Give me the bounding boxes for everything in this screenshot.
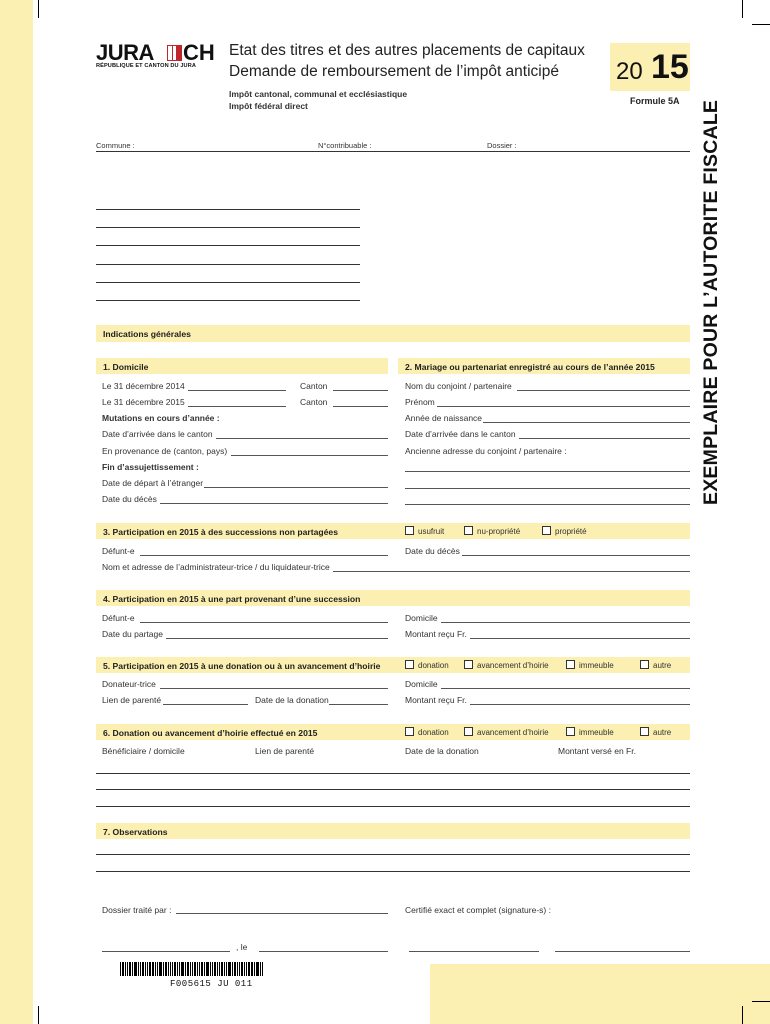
s5-domicile-label: Domicile xyxy=(405,679,438,689)
s5-autre-label: autre xyxy=(653,661,672,670)
barcode-bar xyxy=(244,962,245,976)
section-title-3: 3. Participation en 2015 à des successions non partagées xyxy=(103,527,338,537)
s5-montant-label: Montant reçu Fr. xyxy=(405,695,467,705)
s3-deces-label: Date du décès xyxy=(405,546,460,556)
s4-defunt-field[interactable] xyxy=(140,622,388,623)
barcode-bar xyxy=(181,962,184,976)
s3-admin-field[interactable] xyxy=(333,571,690,572)
s6-col-beneficiaire: Bénéficiaire / domicile xyxy=(102,746,185,756)
barcode-bar xyxy=(194,962,196,976)
s5-lien-label: Lien de parenté xyxy=(102,695,162,705)
checkbox-icon[interactable] xyxy=(405,526,414,535)
s4-montant-label: Montant reçu Fr. xyxy=(405,629,467,639)
s3-nu-propriete-checkbox[interactable] xyxy=(464,526,520,536)
s5-avancement-checkbox[interactable] xyxy=(464,660,549,670)
section-title-6: 6. Donation ou avancement d’hoirie effectué en 2015 xyxy=(103,728,318,738)
observations-line[interactable] xyxy=(96,871,690,872)
s4-montant-field[interactable] xyxy=(470,638,690,639)
dossier-traite-label: Dossier traité par : xyxy=(102,905,172,915)
barcode-bar xyxy=(224,962,225,976)
checkbox-icon[interactable] xyxy=(405,727,414,736)
s5-domicile-field[interactable] xyxy=(441,688,690,689)
signature-field-2[interactable] xyxy=(555,951,690,952)
s2-nom-field[interactable] xyxy=(517,390,690,391)
s3-defunt-field[interactable] xyxy=(140,555,388,556)
crop-mark xyxy=(752,1001,770,1002)
s3-nu-propriete-label: nu-propriété xyxy=(477,527,521,536)
top-fields-line[interactable] xyxy=(96,151,690,152)
barcode-bar xyxy=(129,962,131,976)
barcode-number: F005615 JU 011 xyxy=(170,979,253,989)
checkbox-icon[interactable] xyxy=(640,660,649,669)
s6-entry-line[interactable] xyxy=(96,773,690,774)
s5-donation-label: donation xyxy=(418,661,449,670)
barcode-bar xyxy=(177,962,178,976)
s3-propriete-label: propriété xyxy=(555,527,587,536)
barcode-bar xyxy=(138,962,139,976)
s5-date-label: Date de la donation xyxy=(255,695,329,705)
barcode-bar xyxy=(170,962,171,976)
logo-text-jura: JURA xyxy=(96,40,154,65)
s6-immeuble-label: immeuble xyxy=(579,728,614,737)
s6-col-montant: Montant versé en Fr. xyxy=(558,746,636,756)
s1-provenance-label: En provenance de (canton, pays) xyxy=(102,446,228,456)
barcode-bar xyxy=(140,962,141,976)
s2-arrivee-field[interactable] xyxy=(519,438,690,439)
address-line[interactable] xyxy=(96,264,360,265)
barcode-bar xyxy=(248,962,250,976)
barcode-bar xyxy=(192,962,193,976)
s1-arrivee-field[interactable] xyxy=(216,438,388,439)
s1-canton1-label: Canton xyxy=(300,381,328,391)
barcode-bar xyxy=(159,962,162,976)
date-field[interactable] xyxy=(259,951,388,952)
logo-text-ch: CH xyxy=(183,40,215,65)
barcode-bar xyxy=(199,962,200,976)
barcode-bar xyxy=(127,962,128,976)
s1-le2015-field[interactable] xyxy=(188,406,286,407)
barcode-bar xyxy=(228,962,231,976)
barcode-bar xyxy=(134,962,137,976)
section-band-7 xyxy=(96,823,690,839)
barcode-bar xyxy=(206,962,209,976)
s5-montant-field[interactable] xyxy=(470,704,690,705)
logo-subtitle: RÉPUBLIQUE ET CANTON DU JURA xyxy=(96,63,196,69)
section-title-7: 7. Observations xyxy=(103,827,168,837)
s4-domicile-field[interactable] xyxy=(441,622,690,623)
section-title-5: 5. Participation en 2015 à une donation ou à un avancement d’hoirie xyxy=(103,661,381,671)
dossier-traite-field[interactable] xyxy=(176,913,388,914)
barcode-bar xyxy=(179,962,180,976)
crop-mark xyxy=(38,0,39,18)
observations-line[interactable] xyxy=(96,854,690,855)
address-line[interactable] xyxy=(96,245,360,246)
s6-col-date: Date de la donation xyxy=(405,746,479,756)
s1-deces-field[interactable] xyxy=(160,503,388,504)
s5-immeuble-checkbox[interactable] xyxy=(566,660,614,670)
s3-deces-field[interactable] xyxy=(462,555,690,556)
place-field[interactable] xyxy=(102,951,230,952)
s5-autre-checkbox[interactable] xyxy=(640,660,671,670)
year-suffix: 15 xyxy=(651,48,689,86)
address-line[interactable] xyxy=(96,209,360,210)
tax-type-2: Impôt fédéral direct xyxy=(229,101,308,111)
s1-canton1-field[interactable] xyxy=(333,390,388,391)
section-title-1: 1. Domicile xyxy=(103,362,149,372)
barcode-bar xyxy=(256,962,259,976)
form-title-line1: Etat des titres et des autres placements de capitaux xyxy=(229,42,585,59)
s1-provenance-field[interactable] xyxy=(231,455,388,456)
s1-depart-label: Date de départ à l’étranger xyxy=(102,478,204,488)
barcode-bar xyxy=(142,962,144,976)
barcode-bar xyxy=(157,962,158,976)
crop-mark xyxy=(38,1006,39,1024)
s1-fin-label: Fin d’assujettissement : xyxy=(102,462,199,472)
s1-le2014-field[interactable] xyxy=(188,390,286,391)
address-line[interactable] xyxy=(96,300,360,301)
barcode-bar xyxy=(232,962,233,976)
barcode-bar xyxy=(125,962,126,976)
jura-flag-icon xyxy=(167,45,182,61)
s4-partage-field[interactable] xyxy=(166,638,388,639)
s3-admin-label: Nom et adresse de l’administrateur-trice / du liquidateur-trice xyxy=(102,562,330,572)
contribuable-label: N°contribuable : xyxy=(318,141,372,150)
copy-label-vertical: EXEMPLAIRE POUR L’AUTORITE FISCALE xyxy=(700,99,722,505)
s6-autre-label: autre xyxy=(653,728,672,737)
barcode-bar xyxy=(190,962,191,976)
s3-propriete-checkbox[interactable] xyxy=(542,526,587,536)
year-prefix: 20 xyxy=(616,58,643,85)
barcode-bar xyxy=(246,962,247,976)
checkbox-icon[interactable] xyxy=(405,660,414,669)
barcode-bar xyxy=(262,962,263,976)
s5-immeuble-label: immeuble xyxy=(579,661,614,670)
s6-donation-label: donation xyxy=(418,728,449,737)
checkbox-icon[interactable] xyxy=(640,727,649,736)
form-title-line2: Demande de remboursement de l’impôt anticipé xyxy=(229,63,559,80)
s4-defunt-label: Défunt-e xyxy=(102,613,135,623)
s6-entry-line[interactable] xyxy=(96,789,690,790)
barcode-bar xyxy=(155,962,156,976)
barcode-bar xyxy=(251,962,253,976)
barcode-bar xyxy=(241,962,243,976)
s6-donation-checkbox[interactable] xyxy=(405,727,449,737)
barcode-bar xyxy=(239,962,240,976)
s2-adresse-line[interactable] xyxy=(405,504,690,505)
s1-canton2-label: Canton xyxy=(300,397,328,407)
s1-le2014-label: Le 31 décembre 2014 xyxy=(102,381,185,391)
barcode-bar xyxy=(204,962,205,976)
yellow-corner-block xyxy=(430,964,770,1024)
barcode-bar xyxy=(221,962,223,976)
barcode-bar xyxy=(260,962,261,976)
s2-prenom-field[interactable] xyxy=(437,406,690,407)
s2-adresse-label: Ancienne adresse du conjoint / partenaire : xyxy=(405,446,567,456)
s2-annee-field[interactable] xyxy=(483,422,690,423)
s3-usufruit-checkbox[interactable] xyxy=(405,526,444,536)
s4-domicile-label: Domicile xyxy=(405,613,438,623)
certifie-label: Certifié exact et complet (signature-s) : xyxy=(405,905,551,915)
tax-type-1: Impôt cantonal, communal et ecclésiastique xyxy=(229,89,408,99)
s2-arrivee-label: Date d’arrivée dans le canton xyxy=(405,429,516,439)
crop-mark xyxy=(742,1006,743,1024)
barcode-bar xyxy=(122,962,124,976)
date-separator-label: , le xyxy=(236,942,248,952)
checkbox-icon[interactable] xyxy=(542,526,551,535)
commune-label: Commune : xyxy=(96,141,135,150)
s6-avancement-checkbox[interactable] xyxy=(464,727,549,737)
s1-arrivee-label: Date d’arrivée dans le canton xyxy=(102,429,213,439)
crop-mark xyxy=(752,24,770,25)
form-number: Formule 5A xyxy=(630,96,680,106)
barcode-bar xyxy=(212,962,213,976)
s1-deces-label: Date du décès xyxy=(102,494,157,504)
s2-adresse-line[interactable] xyxy=(405,488,690,489)
address-line[interactable] xyxy=(96,227,360,228)
barcode-bar xyxy=(174,962,176,976)
barcode-bar xyxy=(226,962,227,976)
barcode-bar xyxy=(217,962,218,976)
s1-depart-field[interactable] xyxy=(204,487,388,488)
s2-prenom-label: Prénom xyxy=(405,397,435,407)
s2-nom-label: Nom du conjoint / partenaire xyxy=(405,381,512,391)
barcode-bar xyxy=(163,962,164,976)
s5-date-field[interactable] xyxy=(329,704,388,705)
s3-defunt-label: Défunt-e xyxy=(102,546,135,556)
barcode-bar xyxy=(254,962,255,976)
s6-immeuble-checkbox[interactable] xyxy=(566,727,614,737)
checkbox-icon[interactable] xyxy=(464,526,473,535)
s5-avancement-label: avancement d’hoirie xyxy=(477,661,549,670)
s5-lien-field[interactable] xyxy=(163,704,248,705)
barcode-bar xyxy=(149,962,151,976)
s3-usufruit-label: usufruit xyxy=(418,527,445,536)
s5-donateur-field[interactable] xyxy=(160,688,388,689)
s2-annee-label: Année de naissance xyxy=(405,413,483,423)
barcode-bar xyxy=(147,962,148,976)
section-title-4: 4. Participation en 2015 à une part provenant d’une succession xyxy=(103,594,361,604)
barcode-bar xyxy=(120,962,121,976)
barcode-bar xyxy=(214,962,216,976)
s4-partage-label: Date du partage xyxy=(102,629,163,639)
s5-donateur-label: Donateur-trice xyxy=(102,679,156,689)
barcode-bar xyxy=(219,962,220,976)
barcode-bar xyxy=(187,962,189,976)
crop-mark xyxy=(742,0,743,18)
address-line[interactable] xyxy=(96,282,360,283)
s1-le2015-label: Le 31 décembre 2015 xyxy=(102,397,185,407)
barcode-bar xyxy=(234,962,236,976)
checkbox-icon[interactable] xyxy=(464,660,473,669)
s6-autre-checkbox[interactable] xyxy=(640,727,671,737)
s2-adresse-line[interactable] xyxy=(405,471,690,472)
s6-col-lien: Lien de parenté xyxy=(255,746,315,756)
section-title-2: 2. Mariage ou partenariat enregistré au cours de l’année 2015 xyxy=(405,362,655,372)
barcode-bar xyxy=(185,962,186,976)
barcode-bar xyxy=(197,962,198,976)
s6-avancement-label: avancement d’hoirie xyxy=(477,728,549,737)
dossier-label: Dossier : xyxy=(487,141,517,150)
barcode-bar xyxy=(145,962,146,976)
s5-donation-checkbox[interactable] xyxy=(405,660,449,670)
barcode-bar xyxy=(132,962,133,976)
checkbox-icon[interactable] xyxy=(566,660,575,669)
barcode-bar xyxy=(165,962,167,976)
barcode-bar xyxy=(168,962,169,976)
checkbox-icon[interactable] xyxy=(464,727,473,736)
s1-canton2-field[interactable] xyxy=(333,406,388,407)
s6-entry-line[interactable] xyxy=(96,806,690,807)
barcode-bar xyxy=(172,962,173,976)
section-title-general: Indications générales xyxy=(103,329,191,339)
signature-field-1[interactable] xyxy=(409,951,539,952)
barcode-bar xyxy=(152,962,154,976)
barcode xyxy=(120,962,283,976)
yellow-margin-strip xyxy=(0,0,33,1024)
barcode-bar xyxy=(210,962,211,976)
barcode-bar xyxy=(237,962,238,976)
barcode-bar xyxy=(201,962,203,976)
s1-mutations-label: Mutations en cours d’année : xyxy=(102,413,220,423)
checkbox-icon[interactable] xyxy=(566,727,575,736)
